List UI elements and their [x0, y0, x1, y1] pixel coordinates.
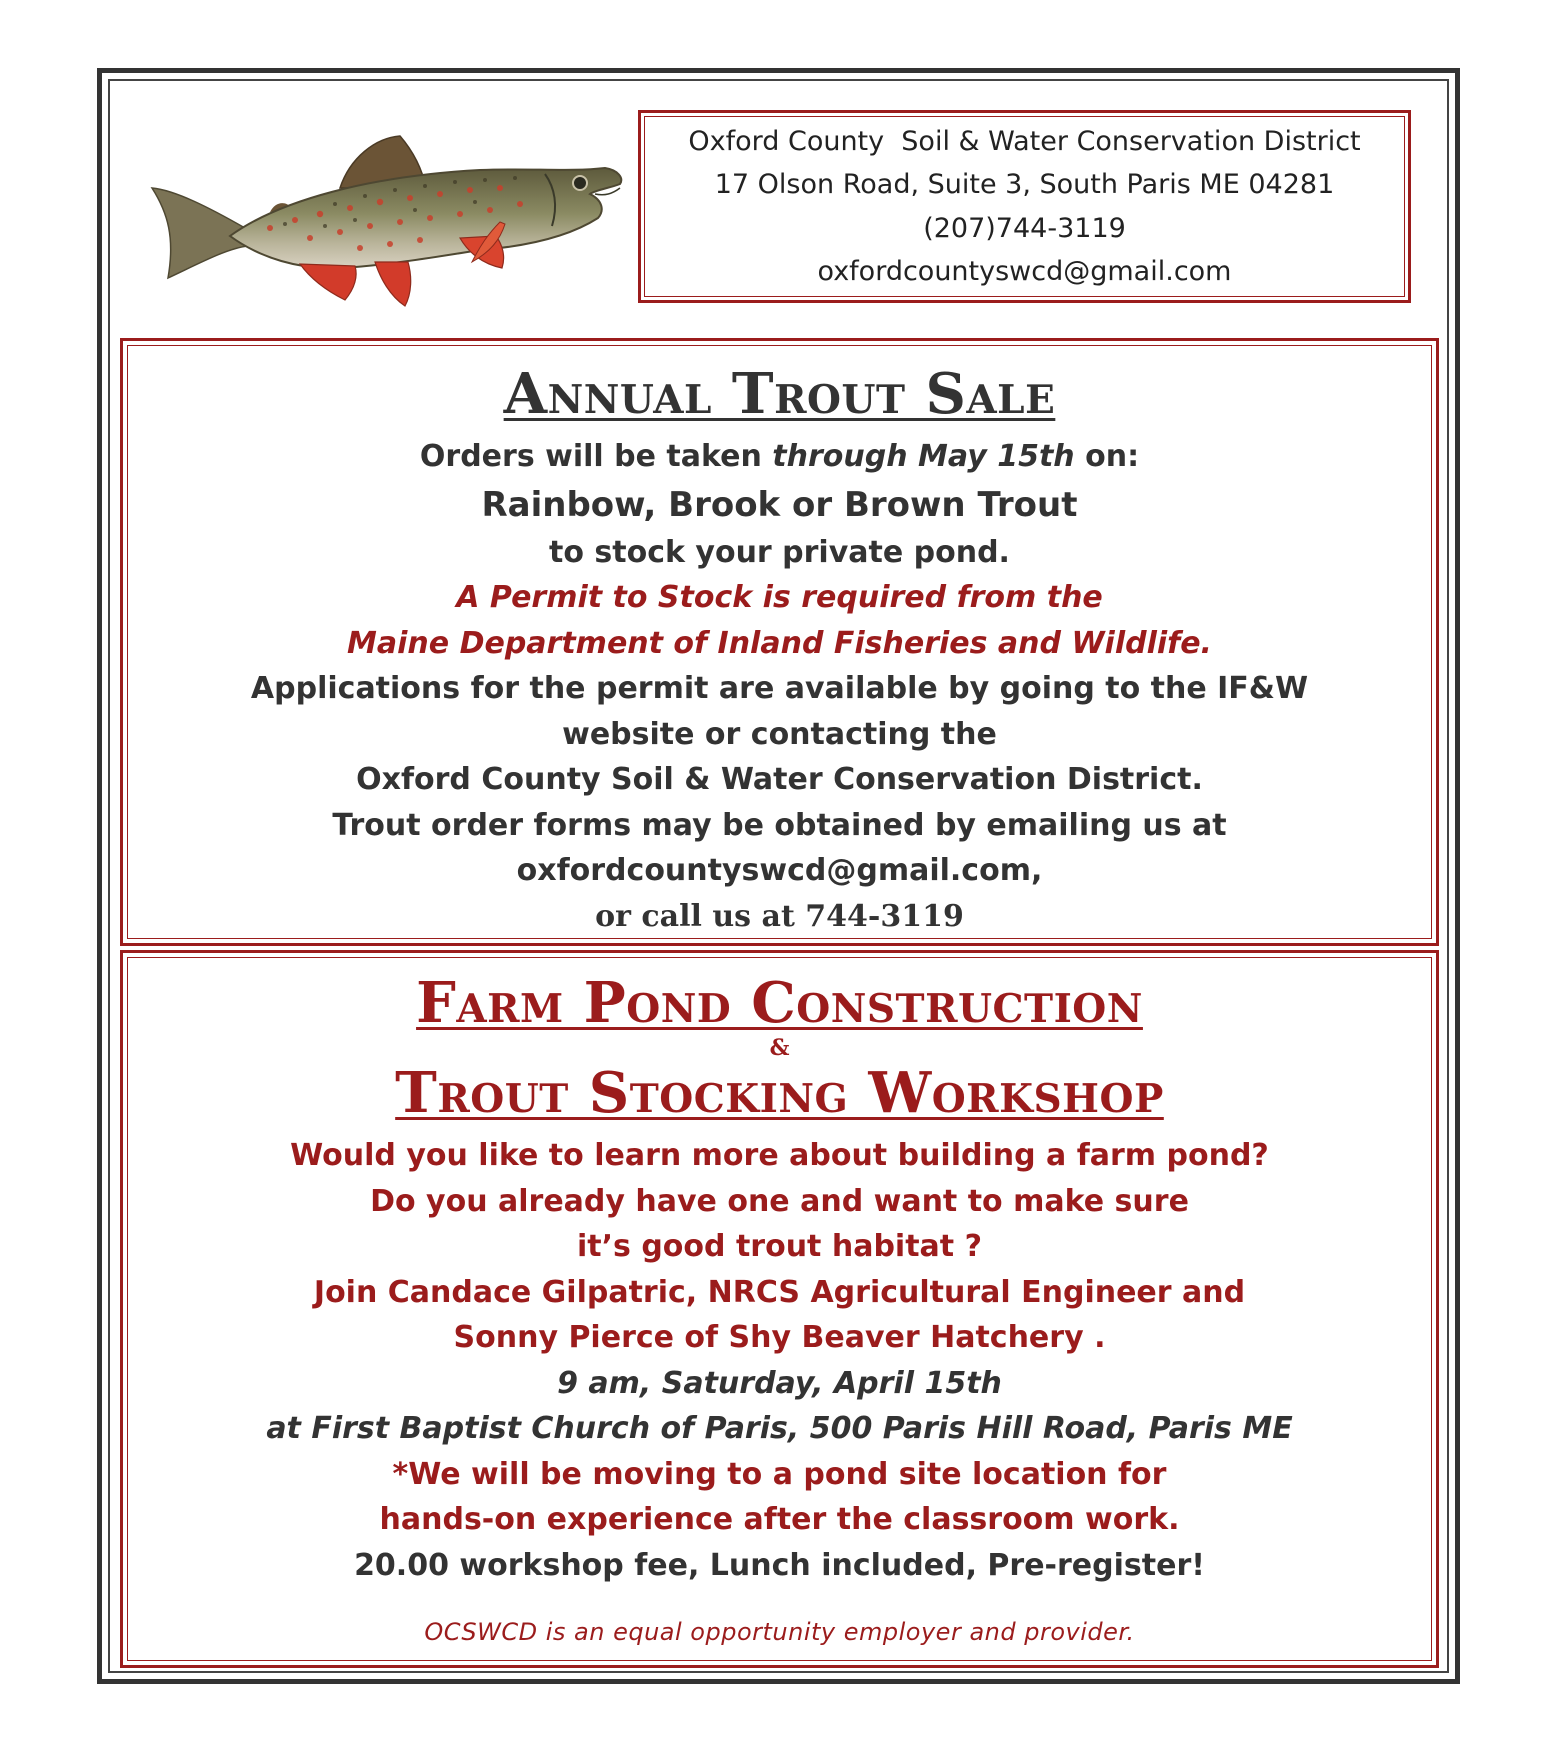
- workshop-title-line-1: Farm Pond Construction: [416, 970, 1143, 1036]
- workshop-section: [120, 950, 1439, 1668]
- org-email: oxfordcountyswcd@gmail.com: [817, 256, 1232, 287]
- stock-line: to stock your private pond.: [549, 534, 1010, 570]
- org-address: 17 Olson Road, Suite 3, South Paris ME 04281: [714, 169, 1335, 200]
- site-visit-line-2: hands-on experience after the classroom work.: [379, 1502, 1180, 1537]
- workshop-fee: 20.00 workshop fee, Lunch included, Pre-register!: [354, 1547, 1205, 1583]
- trout-sale-inner: [127, 345, 1432, 939]
- order-forms-email: oxfordcountyswcd@gmail.com,: [516, 853, 1043, 888]
- permit-line-2: Maine Department of Inland Fisheries and Wildlife.: [347, 625, 1212, 661]
- applications-line-3: Oxford County Soil & Water Conservation District.: [356, 762, 1203, 797]
- presenters-line-1: Join Candace Gilpatric, NRCS Agricultural Engineer and: [313, 1274, 1246, 1310]
- orders-date: through May 15th: [772, 439, 1075, 474]
- trout-sale-section: [120, 338, 1439, 946]
- trout-illustration: [150, 128, 625, 318]
- applications-line-1: Applications for the permit are available by going to the IF&W: [250, 671, 1309, 706]
- org-phone: (207)744-3119: [923, 212, 1126, 244]
- contact-box: [638, 110, 1411, 303]
- permit-line-1: A Permit to Stock is required from the: [456, 580, 1103, 615]
- orders-suffix: on:: [1085, 439, 1140, 474]
- orders-line: [128, 434, 1431, 480]
- trout-sale-title: Annual Trout Sale: [503, 361, 1056, 427]
- order-forms-line: Trout order forms may be obtained by emailing us at: [332, 807, 1227, 843]
- contact-box-inner: [644, 116, 1405, 297]
- equal-opportunity-note: OCSWCD is an equal opportunity employer and provider.: [424, 1618, 1135, 1646]
- orders-prefix: Orders will be taken: [419, 439, 762, 474]
- question-2: Do you already have one and want to make sure: [370, 1183, 1189, 1219]
- workshop-location: at First Baptist Church of Paris, 500 Paris Hill Road, Paris ME: [266, 1411, 1293, 1446]
- workshop-title-line-2: Trout Stocking Workshop: [395, 1060, 1164, 1126]
- org-name: Oxford County Soil & Water Conservation District: [688, 125, 1361, 157]
- presenters-line-2: Sonny Pierce of Shy Beaver Hatchery .: [453, 1320, 1106, 1355]
- question-1: Would you like to learn more about building a farm pond?: [290, 1138, 1269, 1173]
- workshop-date: 9 am, Saturday, April 15th: [557, 1365, 1002, 1401]
- applications-line-2: website or contacting the: [562, 716, 997, 752]
- trout-species: Rainbow, Brook or Brown Trout: [481, 484, 1078, 525]
- workshop-inner: [127, 957, 1432, 1661]
- question-3: it’s good trout habitat ?: [577, 1229, 982, 1264]
- call-line: or call us at 744-3119: [595, 898, 964, 934]
- workshop-title-ampersand: &: [769, 1035, 790, 1061]
- site-visit-line-1: *We will be moving to a pond site location for: [392, 1456, 1167, 1492]
